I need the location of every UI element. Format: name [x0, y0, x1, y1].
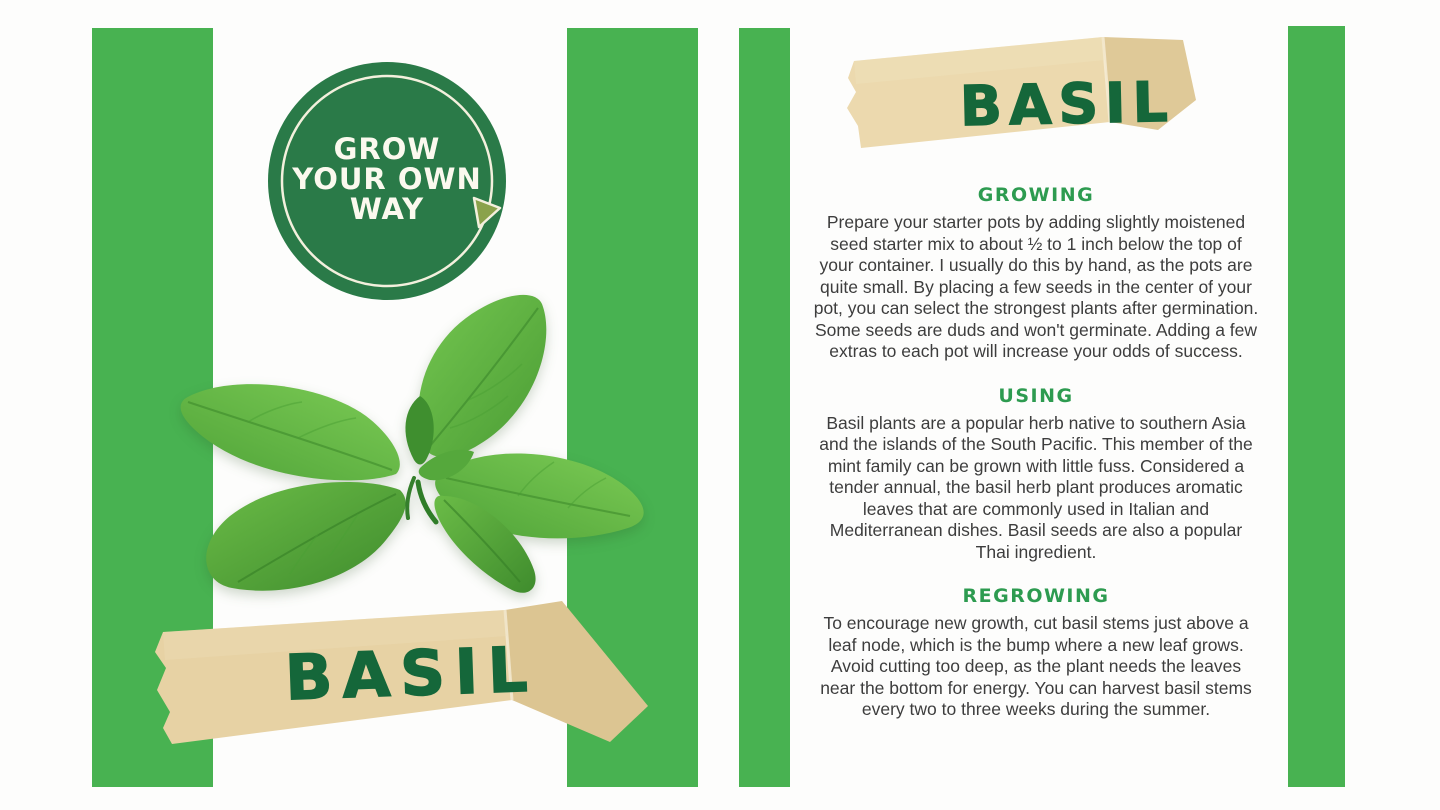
back-packet-title: BASIL: [959, 69, 1176, 139]
logo-wordmark: [268, 132, 506, 227]
logo-line-2: YOUR OWN: [292, 162, 482, 197]
front-packet-title: BASIL: [283, 632, 539, 715]
green-stripe-divider: [739, 28, 790, 787]
grow-your-own-way-logo: [268, 62, 506, 300]
instructions-column: [812, 184, 1260, 743]
section-using: [812, 385, 1260, 564]
section-heading-regrowing: REGROWING: [962, 585, 1110, 607]
basil-plant-image: [168, 282, 668, 617]
logo-line-3: WAY: [349, 192, 425, 227]
logo-line-1: GROW: [333, 132, 441, 167]
section-growing: [812, 184, 1260, 363]
section-regrowing: [812, 585, 1260, 721]
section-heading-using: USING: [998, 384, 1074, 407]
section-body-regrowing: To encourage new growth, cut basil stems just above a leaf node, which is the bump where a new leaf grows. Avoid cutting too deep, as the plant needs the leaves near the bottom for energy. You can harvest basil stems every two to three weeks during the summer.: [820, 613, 1252, 719]
green-stripe-far-right: [1288, 26, 1345, 787]
section-heading-growing: GROWING: [977, 184, 1095, 206]
section-body-growing: Prepare your starter pots by adding slightly moistened seed starter mix to about ½ to 1 inch below the top of your container. I usually do this by hand, as the pots are quite small. By placing a few seeds in the center of your pot, you can select the strongest plants after germination. Some seeds are duds and won't germinate. Adding a few extras to each pot will increase your odds of success.: [813, 212, 1259, 361]
section-body-using: Basil plants are a popular herb native to southern Asia and the islands of the South Pacific. This member of the mint family can be grown with little fuss. Considered a tender annual, the basil herb plant produces aromatic leaves that are commonly used in Italian and Mediterranean dishes. Basil seeds are also a popular Thai ingredient.: [819, 412, 1253, 562]
